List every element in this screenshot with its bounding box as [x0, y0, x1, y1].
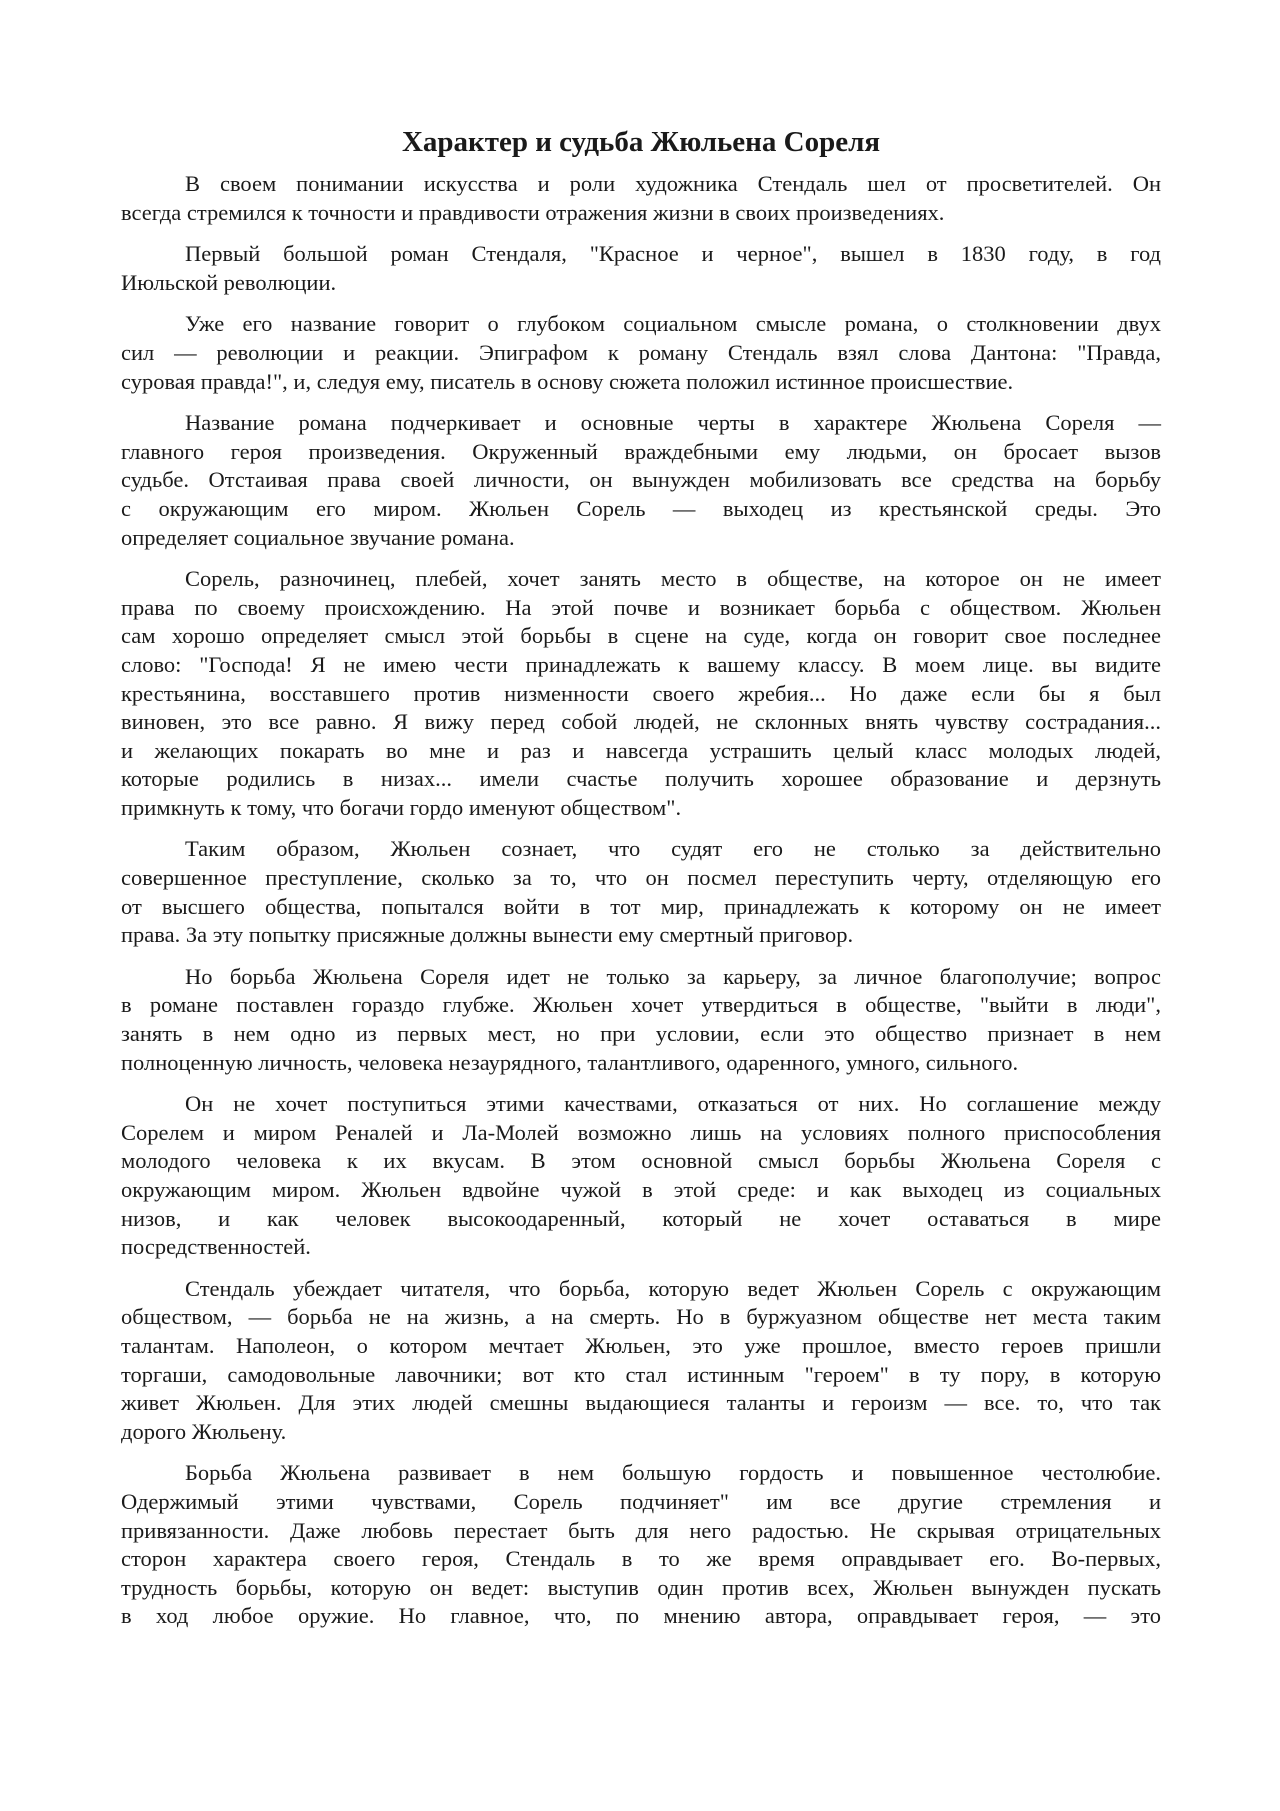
- text-line: посредственностей.: [121, 1234, 311, 1260]
- text-line: от высшего общества, попытался войти в тот мир, принадлежать к которому он не имеет: [121, 893, 1161, 919]
- text-line: Борьба Жюльена развивает в нем большую гордость и повышенное честолюбие.: [185, 1460, 1161, 1486]
- text-line: примкнуть к тому, что богачи гордо именуют обществом".: [121, 794, 682, 820]
- text-line: В своем понимании искусства и роли художника Стендаль шел от просветителей. Он: [185, 171, 1161, 196]
- text-line: сторон характера своего героя, Стендаль в то же время оправдывает его. Во-первых,: [121, 1546, 1161, 1572]
- document-page: [121, 124, 1161, 1644]
- paragraph: [121, 409, 1161, 552]
- text-line: трудность борьбы, которую он ведет: выступив один против всех, Жюльен вынужден пускать: [121, 1574, 1161, 1600]
- document-body: [121, 170, 1161, 1631]
- text-line: слово: "Господа! Я не имею чести принадлежать к вашему классу. В моем лице. вы видите: [121, 651, 1161, 677]
- paragraph: [121, 835, 1161, 949]
- text-line: обществом, — борьба не на жизнь, а на смерть. Но в буржуазном обществе нет места таким: [121, 1304, 1161, 1330]
- text-line: живет Жюльен. Для этих людей смешны выдающиеся таланты и героизм — все. то, что так: [121, 1390, 1161, 1416]
- paragraph: [121, 1275, 1161, 1447]
- document-title: Характер и судьба Жюльена Сореля: [401, 126, 881, 158]
- text-line: с окружающим его миром. Жюльен Сорель — выходец из крестьянской среды. Это: [121, 495, 1161, 521]
- text-line: торгаши, самодовольные лавочники; вот кто стал истинным "героем" в ту пору, в которую: [121, 1361, 1161, 1387]
- text-line: виновен, это все равно. Я вижу перед собой людей, не склонных внять чувству сострадания...: [121, 709, 1161, 735]
- text-line: Но борьба Жюльена Сореля идет не только за карьеру, за личное благополучие; вопрос: [185, 963, 1161, 989]
- text-line: полноценную личность, человека незаурядного, талантливого, одаренного, умного, сильного.: [121, 1049, 1019, 1075]
- text-line: Сорелем и миром Реналей и Ла-Молей возможно лишь на условиях полного приспособления: [121, 1119, 1161, 1145]
- text-line: низов, и как человек высокоодаренный, который не хочет оставаться в мире: [121, 1205, 1161, 1231]
- text-line: талантам. Наполеон, о котором мечтает Жюльен, это уже прошлое, вместо героев пришли: [121, 1332, 1161, 1358]
- text-line: суровая правда!", и, следуя ему, писатель в основу сюжета положил истинное происшествие.: [121, 368, 1014, 394]
- text-line: привязанности. Даже любовь перестает быть для него радостью. Не скрывая отрицательных: [121, 1517, 1161, 1543]
- text-line: окружающим миром. Жюльен вдвойне чужой в этой среде: и как выходец из социальных: [121, 1177, 1161, 1202]
- paragraph: [121, 240, 1161, 297]
- text-line: Название романа подчеркивает и основные черты в характере Жюльена Сореля —: [185, 410, 1161, 436]
- text-line: Сорель, разночинец, плебей, хочет занять место в обществе, на которое он не имеет: [185, 566, 1161, 592]
- text-line: которые родились в низах... имели счастье получить хорошее образование и дерзнуть: [121, 766, 1161, 792]
- text-line: крестьянина, восставшего против низменности своего жребия... Но даже если бы я был: [121, 680, 1161, 706]
- text-line: определяет социальное звучание романа.: [121, 524, 515, 550]
- text-line: Июльской революции.: [121, 269, 337, 295]
- text-line: Стендаль убеждает читателя, что борьба, которую ведет Жюльен Сорель с окружающим: [185, 1275, 1161, 1301]
- text-line: занять в нем одно из первых мест, но при условии, если это общество признает в нем: [121, 1021, 1161, 1047]
- paragraph: [121, 1090, 1161, 1262]
- text-line: в ход любое оружие. Но главное, что, по мнению автора, оправдывает героя, — это: [121, 1603, 1161, 1629]
- text-line: права по своему происхождению. На этой почве и возникает борьба с обществом. Жюльен: [121, 594, 1161, 620]
- text-line: в романе поставлен гораздо глубже. Жюльен хочет утвердиться в обществе, "выйти в люди",: [121, 992, 1161, 1018]
- paragraph: [121, 963, 1161, 1077]
- text-line: главного героя произведения. Окруженный враждебными ему людьми, он бросает вызов: [121, 438, 1161, 464]
- text-line: судьбе. Отстаивая права своей личности, он вынужден мобилизовать все средства на борьбу: [121, 467, 1161, 493]
- text-line: Он не хочет поступиться этими качествами, отказаться от них. Но соглашение между: [185, 1091, 1161, 1117]
- paragraph: [121, 170, 1161, 227]
- text-line: всегда стремился к точности и правдивости отражения жизни в своих произведениях.: [121, 199, 945, 225]
- text-line: сил — революции и реакции. Эпиграфом к роману Стендаль взял слова Дантона: "Правда,: [121, 339, 1161, 365]
- paragraph: [121, 1459, 1161, 1631]
- text-line: Таким образом, Жюльен сознает, что судят его не столько за действительно: [185, 836, 1161, 862]
- text-line: Уже его название говорит о глубоком социальном смысле романа, о столкновении двух: [185, 311, 1161, 337]
- text-line: совершенное преступление, сколько за то, что он посмел переступить черту, отделяющую его: [121, 865, 1161, 891]
- text-line: Первый большой роман Стендаля, "Красное и черное", вышел в 1830 году, в год: [185, 241, 1161, 267]
- text-line: и желающих покарать во мне и раз и навсегда устрашить целый класс молодых людей,: [121, 737, 1161, 763]
- text-line: дорого Жюльену.: [121, 1418, 287, 1444]
- text-line: права. За эту попытку присяжные должны вынести ему смертный приговор.: [121, 922, 854, 948]
- paragraph: [121, 310, 1161, 396]
- text-line: Одержимый этими чувствами, Сорель подчиняет" им все другие стремления и: [121, 1488, 1161, 1514]
- text-line: сам хорошо определяет смысл этой борьбы в сцене на суде, когда он говорит свое последнее: [121, 623, 1161, 649]
- paragraph: [121, 565, 1161, 822]
- text-line: молодого человека к их вкусам. В этом основной смысл борьбы Жюльена Сореля с: [121, 1148, 1161, 1174]
